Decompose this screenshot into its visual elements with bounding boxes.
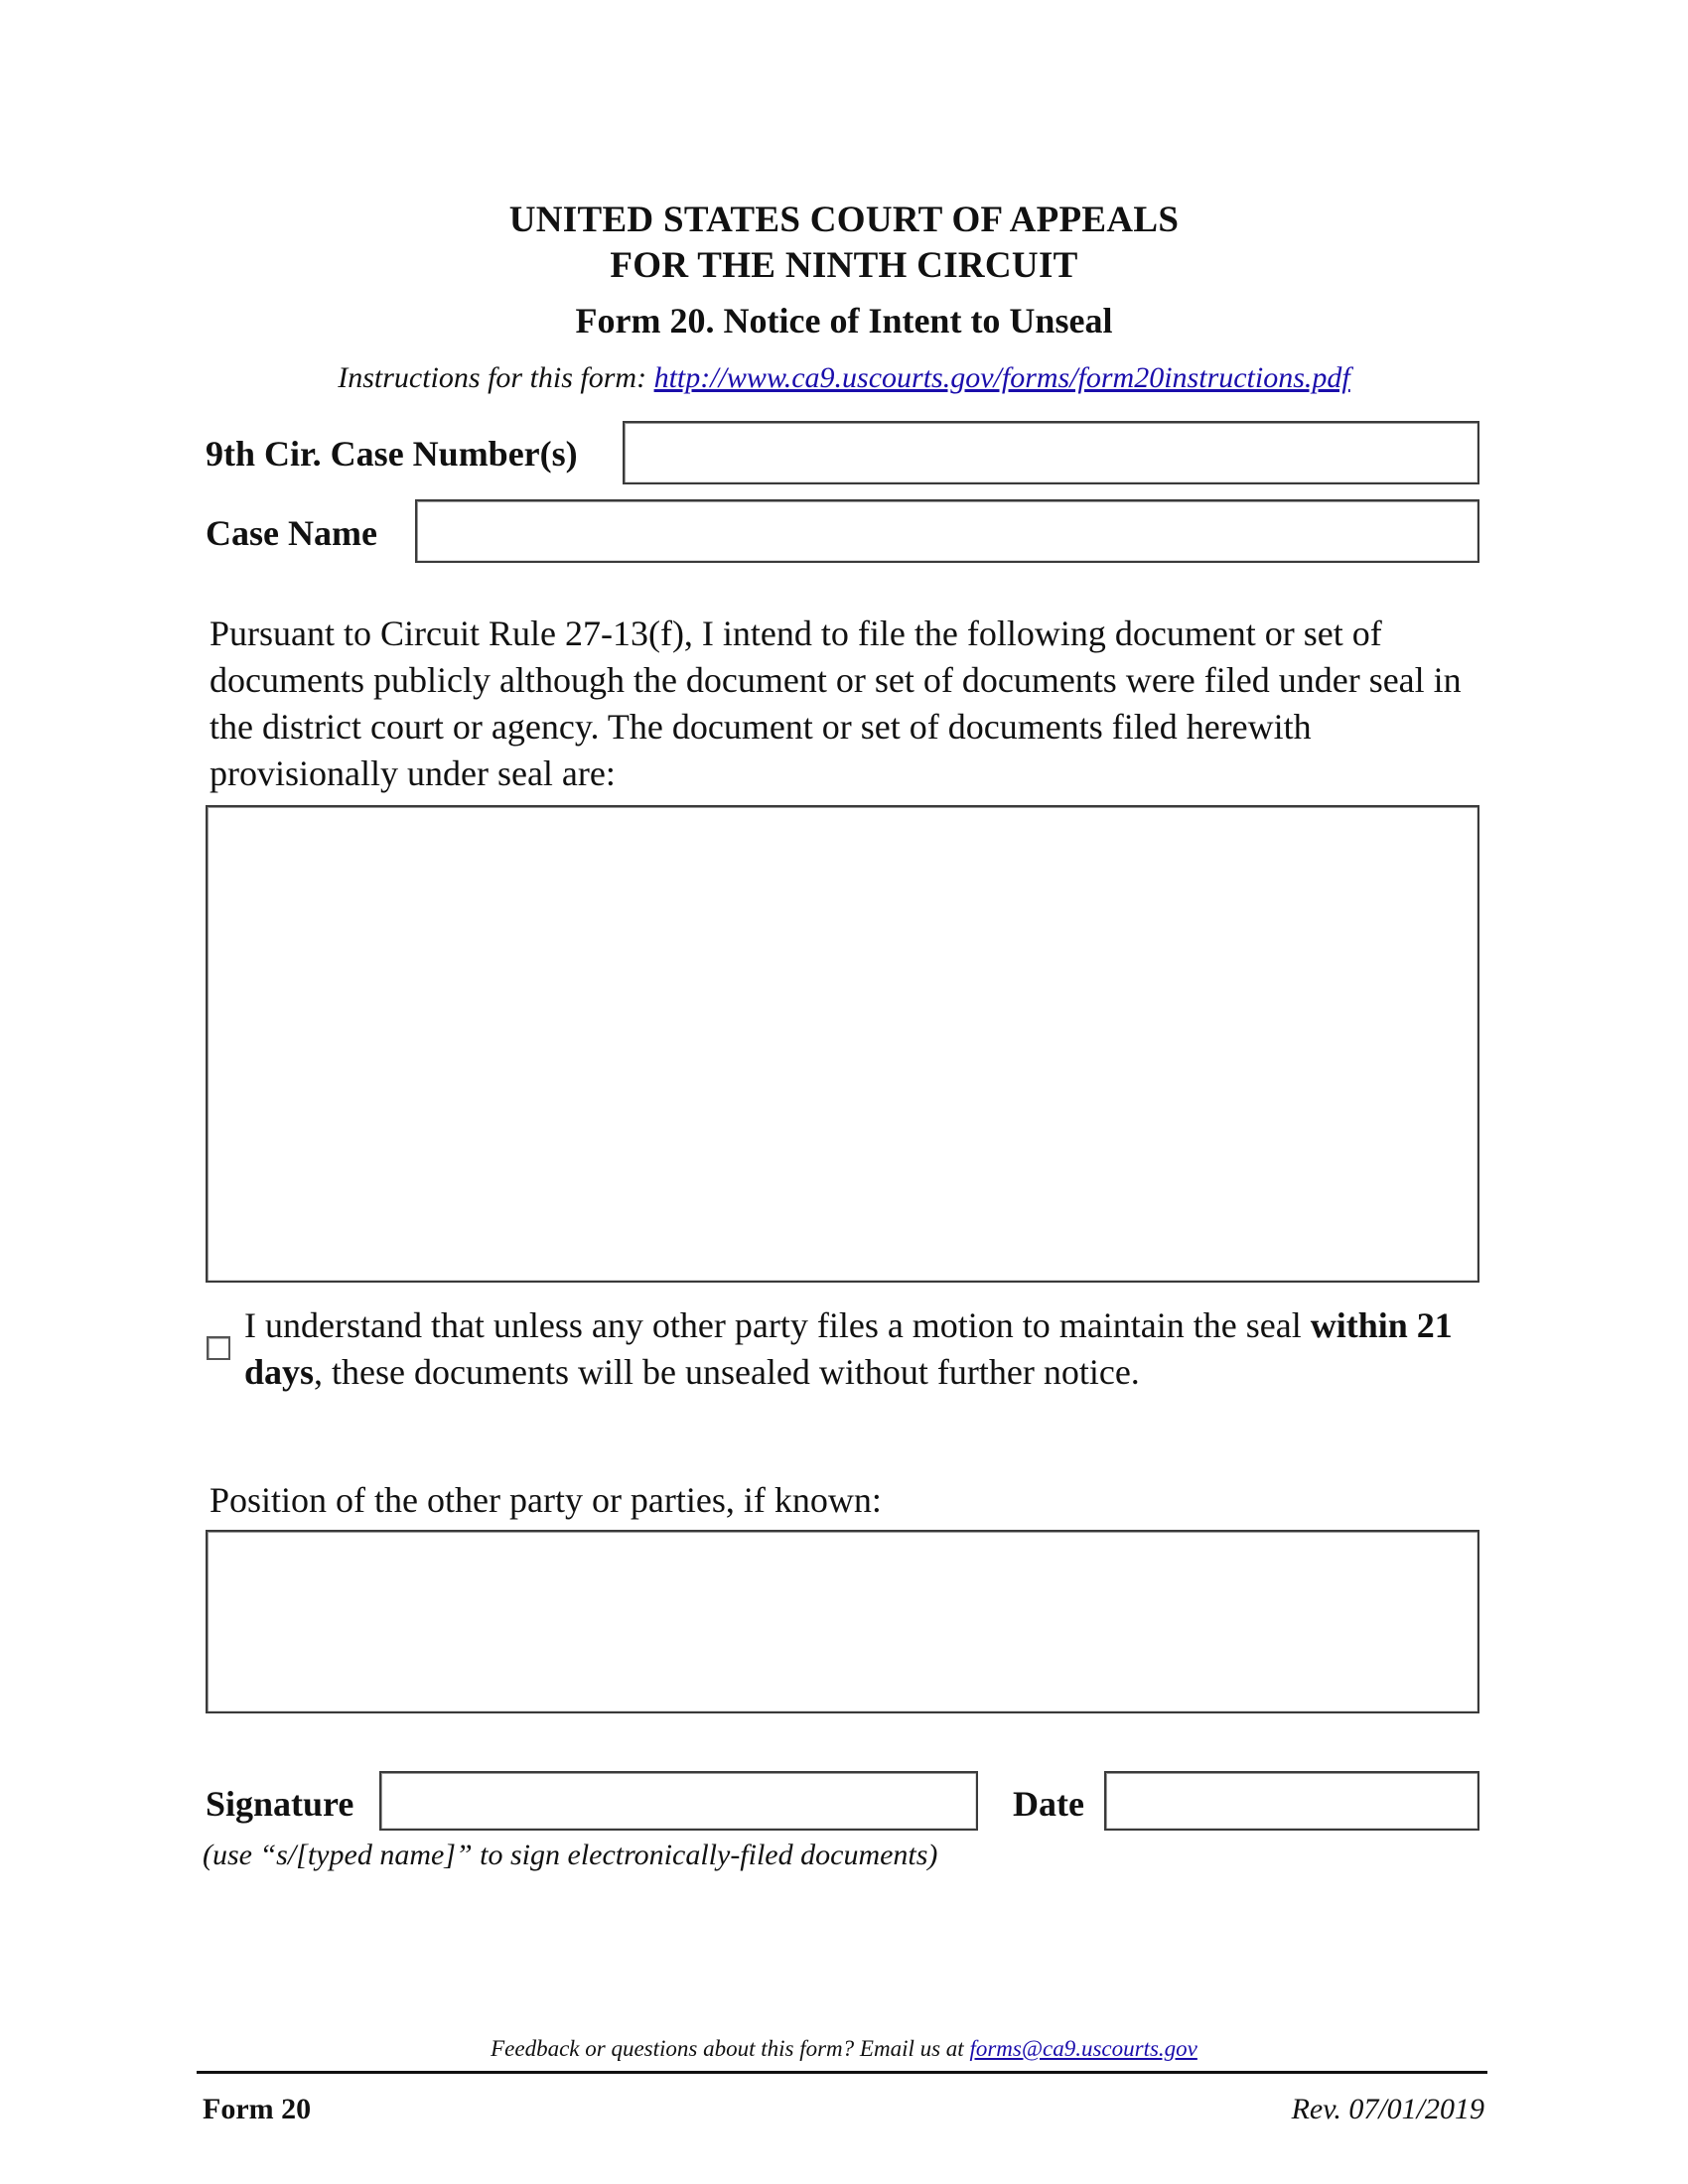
footer-divider <box>197 2071 1487 2074</box>
documents-textarea[interactable] <box>206 805 1479 1283</box>
date-label: Date <box>1013 1784 1084 1824</box>
feedback-email-link[interactable]: forms@ca9.uscourts.gov <box>969 2036 1197 2061</box>
acknowledge-text <box>244 1302 1485 1396</box>
form-title: Form 20. Notice of Intent to Unseal <box>575 301 1113 341</box>
position-textarea[interactable] <box>206 1530 1479 1713</box>
acknowledge-checkbox[interactable] <box>207 1336 230 1360</box>
court-name-line2: FOR THE NINTH CIRCUIT <box>610 245 1078 286</box>
case-number-input[interactable] <box>623 421 1479 484</box>
case-name-label: Case Name <box>206 513 377 553</box>
acknowledge-text-part1: I understand that unless any other party files a motion to maintain the seal <box>244 1305 1311 1345</box>
court-name-line1: UNITED STATES COURT OF APPEALS <box>508 200 1180 240</box>
instructions-link[interactable]: http://www.ca9.uscourts.gov/forms/form20instructions.pdf <box>653 361 1350 394</box>
case-number-label: 9th Cir. Case Number(s) <box>206 434 578 474</box>
rule-paragraph: Pursuant to Circuit Rule 27-13(f), I intend to file the following document or set of documents publicly although the document or set of documents were filed under seal in the district court or agency. The document or set of documents filed herewith provisionally under seal are: <box>210 614 1462 793</box>
acknowledge-text-part2: , these documents will be unsealed without further notice. <box>314 1352 1140 1392</box>
instructions-line <box>0 361 1688 395</box>
instructions-prefix: Instructions for this form: <box>338 361 654 394</box>
date-input[interactable] <box>1104 1771 1479 1831</box>
signature-label: Signature <box>206 1784 354 1824</box>
feedback-prefix: Feedback or questions about this form? Email us at <box>491 2036 970 2061</box>
acknowledge-deadline: within 21 days <box>244 1305 1453 1392</box>
feedback-line <box>0 2036 1688 2062</box>
revision-date: Rev. 07/01/2019 <box>1291 2093 1484 2125</box>
position-label: Position of the other party or parties, if known: <box>210 1480 882 1520</box>
form-number: Form 20 <box>203 2093 312 2125</box>
signature-note: (use “s/[typed name]” to sign electronically-filed documents) <box>203 1839 938 1871</box>
signature-input[interactable] <box>379 1771 978 1831</box>
case-name-input[interactable] <box>415 499 1479 563</box>
